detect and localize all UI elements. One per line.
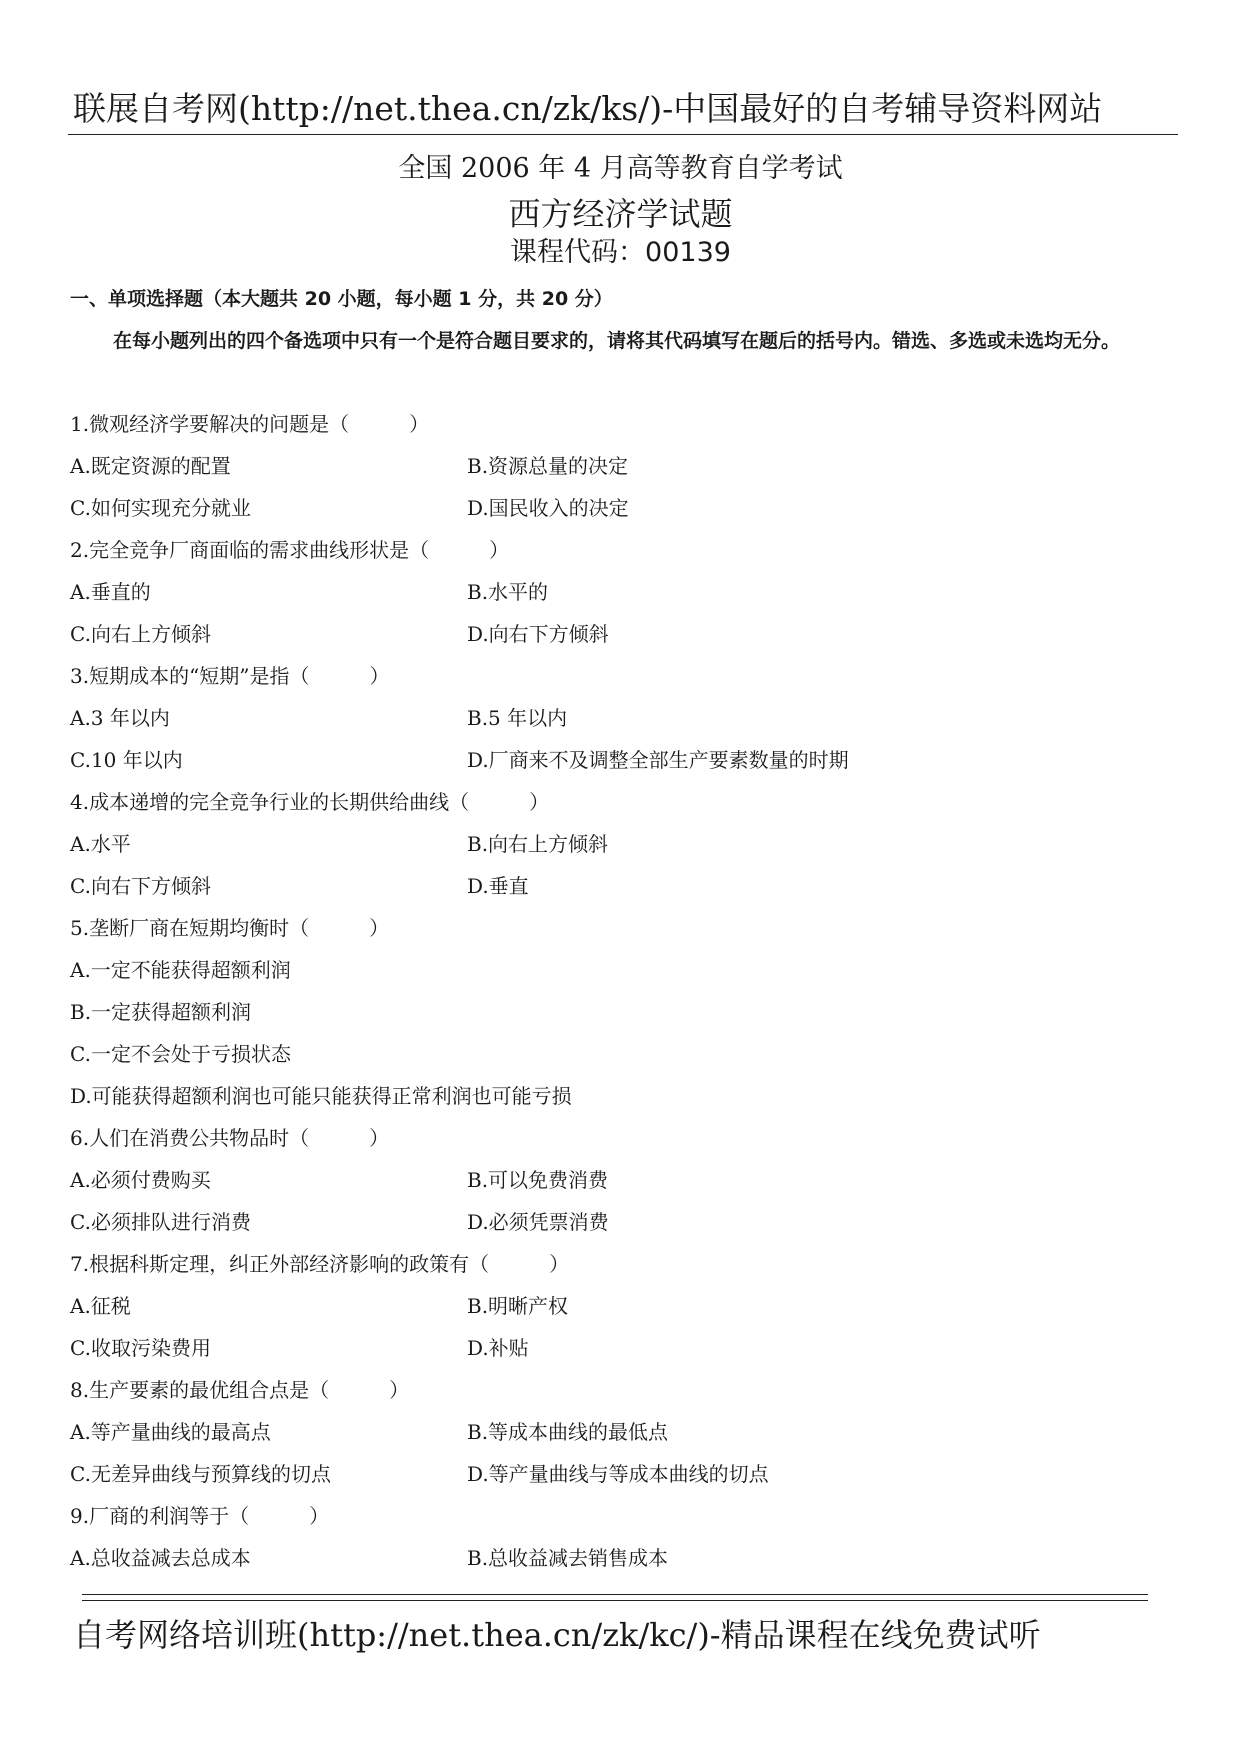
line-text-a: 4.成本递增的完全竞争行业的长期供给曲线（ ） [70, 790, 550, 814]
line-text-a: C.无差异曲线与预算线的切点 [70, 1462, 331, 1486]
line-text-a: 3.短期成本的“短期”是指（ ） [70, 664, 390, 688]
line-text-a: A.3 年以内 [70, 706, 170, 730]
line-text-b: D.厂商来不及调整全部生产要素数量的时期 [467, 748, 849, 772]
option-row [70, 1537, 1180, 1579]
option-row [70, 949, 1180, 991]
line-text-a: A.垂直的 [70, 580, 151, 604]
line-text-a: 1.微观经济学要解决的问题是（ ） [70, 412, 430, 436]
course-code: 课程代码：00139 [510, 237, 731, 268]
option-row [70, 865, 1180, 907]
line-text-a: 8.生产要素的最优组合点是（ ） [70, 1378, 410, 1402]
line-text-b: B.向右上方倾斜 [467, 832, 609, 856]
header-divider [68, 134, 1178, 135]
line-text-b: B.明晰产权 [467, 1294, 569, 1318]
footer-divider-top [82, 1594, 1148, 1595]
option-row [70, 445, 1180, 487]
question-list [70, 403, 1180, 1579]
option-row [70, 1075, 1180, 1117]
line-text-b: D.国民收入的决定 [467, 496, 629, 520]
question-stem [70, 781, 1180, 823]
option-row [70, 1285, 1180, 1327]
option-row [70, 697, 1180, 739]
page-header: 联展自考网(http://net.thea.cn/zk/ks/)-中国最好的自考辅导资料网站 [73, 89, 1103, 128]
line-text-a: C.向右下方倾斜 [70, 874, 211, 898]
line-text-a: A.总收益减去总成本 [70, 1546, 251, 1570]
line-text-a: C.如何实现充分就业 [70, 496, 251, 520]
line-text-a: C.收取污染费用 [70, 1336, 211, 1360]
line-text-a: 5.垄断厂商在短期均衡时（ ） [70, 916, 390, 940]
line-text-b: D.补贴 [467, 1336, 529, 1360]
line-text-b: B.总收益减去销售成本 [467, 1546, 669, 1570]
line-text-a: A.既定资源的配置 [70, 454, 231, 478]
option-row [70, 1411, 1180, 1453]
line-text-a: A.水平 [70, 832, 131, 856]
option-row [70, 487, 1180, 529]
line-text-a: 6.人们在消费公共物品时（ ） [70, 1126, 390, 1150]
question-stem [70, 529, 1180, 571]
page-footer: 自考网络培训班(http://net.thea.cn/zk/kc/)-精品课程在线免费试听 [73, 1616, 1041, 1654]
question-stem [70, 1495, 1180, 1537]
line-text-a: A.一定不能获得超额利润 [70, 958, 291, 982]
section-instructions: 在每小题列出的四个备选项中只有一个是符合题目要求的，请将其代码填写在题后的括号内。错选、多选或未选均无分。 [113, 330, 1121, 352]
line-text-b: D.等产量曲线与等成本曲线的切点 [467, 1462, 769, 1486]
option-row [70, 1453, 1180, 1495]
question-stem [70, 1369, 1180, 1411]
line-text-a: 7.根据科斯定理，纠正外部经济影响的政策有（ ） [70, 1252, 570, 1276]
line-text-a: A.征税 [70, 1294, 131, 1318]
question-stem [70, 655, 1180, 697]
option-row [70, 1201, 1180, 1243]
line-text-a: C.必须排队进行消费 [70, 1210, 251, 1234]
question-stem [70, 907, 1180, 949]
line-text-b: D.向右下方倾斜 [467, 622, 609, 646]
line-text-a: 9.厂商的利润等于（ ） [70, 1504, 330, 1528]
subject-title: 西方经济学试题 [508, 195, 733, 233]
line-text-a: A.等产量曲线的最高点 [70, 1420, 271, 1444]
question-stem [70, 403, 1180, 445]
line-text-b: B.可以免费消费 [467, 1168, 609, 1192]
line-text-a: A.必须付费购买 [70, 1168, 211, 1192]
question-stem [70, 1117, 1180, 1159]
footer-divider-bottom [82, 1600, 1148, 1601]
line-text-b: B.资源总量的决定 [467, 454, 629, 478]
option-row [70, 571, 1180, 613]
line-text-b: B.5 年以内 [467, 706, 568, 730]
line-text-b: B.等成本曲线的最低点 [467, 1420, 669, 1444]
line-text-a: B.一定获得超额利润 [70, 1000, 252, 1024]
option-row [70, 1327, 1180, 1369]
exam-title: 全国 2006 年 4 月高等教育自学考试 [398, 153, 843, 184]
option-row [70, 1159, 1180, 1201]
option-row [70, 991, 1180, 1033]
question-stem [70, 1243, 1180, 1285]
line-text-a: C.向右上方倾斜 [70, 622, 211, 646]
option-row [70, 739, 1180, 781]
line-text-b: B.水平的 [467, 580, 549, 604]
line-text-a: C.10 年以内 [70, 748, 183, 772]
section-heading: 一、单项选择题（本大题共 20 小题，每小题 1 分，共 20 分） [70, 288, 613, 310]
line-text-a: 2.完全竞争厂商面临的需求曲线形状是（ ） [70, 538, 510, 562]
line-text-a: C.一定不会处于亏损状态 [70, 1042, 291, 1066]
line-text-a: D.可能获得超额利润也可能只能获得正常利润也可能亏损 [70, 1084, 572, 1108]
option-row [70, 823, 1180, 865]
line-text-b: D.垂直 [467, 874, 529, 898]
option-row [70, 613, 1180, 655]
line-text-b: D.必须凭票消费 [467, 1210, 609, 1234]
option-row [70, 1033, 1180, 1075]
